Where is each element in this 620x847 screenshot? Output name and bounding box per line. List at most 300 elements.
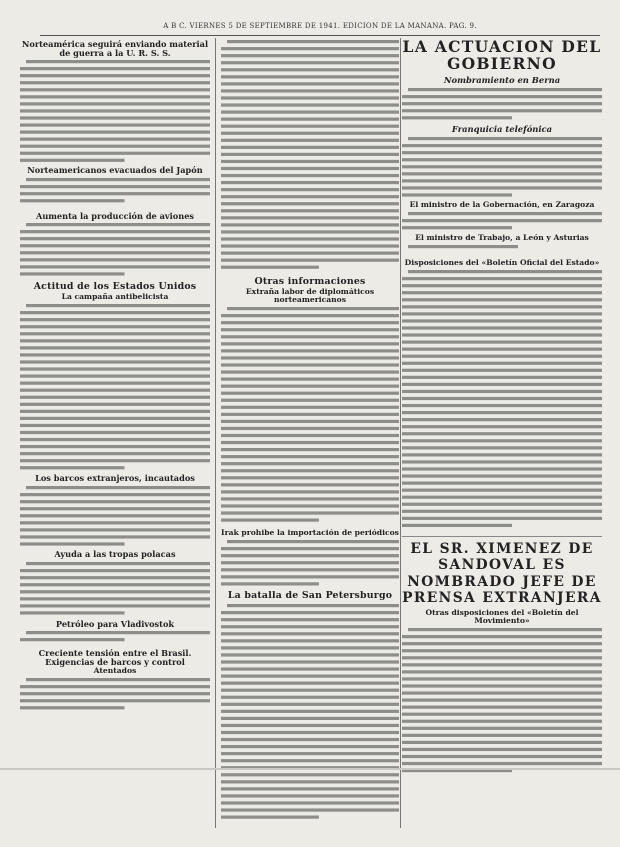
text-line xyxy=(20,88,210,91)
text-line xyxy=(402,361,602,364)
text-line xyxy=(20,124,210,127)
text-line xyxy=(20,597,210,600)
text-line xyxy=(20,706,125,709)
article-body xyxy=(20,302,210,472)
text-line xyxy=(402,481,602,484)
text-line xyxy=(402,698,602,701)
text-line xyxy=(402,165,602,168)
text-line xyxy=(402,670,602,673)
text-line xyxy=(221,561,399,564)
text-line xyxy=(20,583,210,586)
text-line xyxy=(221,724,399,727)
text-line xyxy=(221,188,399,191)
text-line xyxy=(402,277,602,280)
text-line xyxy=(221,815,319,818)
page-masthead: A B C. VIERNES 5 DE SEPTIEMBRE DE 1941. EDICION DE LA MAÑANA. PAG. 9. xyxy=(163,22,477,30)
text-line xyxy=(20,131,210,134)
text-line xyxy=(221,483,399,486)
text-line xyxy=(402,649,602,652)
text-line xyxy=(227,540,399,543)
text-line xyxy=(26,223,210,226)
text-line xyxy=(20,368,210,371)
article-body xyxy=(402,626,602,776)
text-line xyxy=(402,453,602,456)
text-line xyxy=(221,47,399,50)
text-line xyxy=(402,158,602,161)
text-line xyxy=(221,181,399,184)
text-lines xyxy=(221,38,399,274)
text-line xyxy=(221,582,319,585)
text-line xyxy=(402,326,602,329)
text-line xyxy=(20,528,210,531)
text-line xyxy=(221,209,399,212)
text-line xyxy=(221,391,399,394)
text-line xyxy=(20,199,125,202)
text-line xyxy=(20,238,210,241)
text-lines xyxy=(20,176,210,210)
text-line xyxy=(402,186,602,189)
headline: EL SR. XIMENEZ DE SANDOVAL ES NOMBRADO JEFE DE PRENSA EXTRANJERA xyxy=(402,540,602,607)
subheadline: Extraña labor de diplomáticos norteamericanos xyxy=(245,286,375,304)
text-line xyxy=(221,266,319,269)
text-line xyxy=(20,389,210,392)
text-line xyxy=(408,212,602,215)
text-line xyxy=(26,178,210,181)
text-lines xyxy=(402,626,602,776)
text-line xyxy=(221,646,399,649)
text-line xyxy=(221,68,399,71)
text-line xyxy=(227,604,399,607)
text-line xyxy=(402,179,602,182)
article-body xyxy=(221,38,399,274)
text-line xyxy=(402,193,512,196)
text-line xyxy=(20,245,210,248)
text-line xyxy=(221,61,399,64)
text-line xyxy=(221,497,399,500)
text-line xyxy=(402,347,602,350)
text-line xyxy=(221,511,399,514)
text-line xyxy=(221,441,399,444)
text-line xyxy=(402,95,602,98)
text-line xyxy=(221,328,399,331)
text-line xyxy=(221,406,399,409)
headline: Aumenta la producción de aviones xyxy=(35,210,195,221)
text-line xyxy=(402,748,602,751)
text-line xyxy=(20,424,210,427)
text-line xyxy=(221,434,399,437)
text-line xyxy=(221,223,399,226)
text-line xyxy=(227,307,399,310)
text-line xyxy=(221,237,399,240)
text-line xyxy=(20,576,210,579)
text-line xyxy=(221,321,399,324)
text-line xyxy=(221,244,399,247)
article-body xyxy=(20,484,210,548)
text-line xyxy=(221,125,399,128)
text-line xyxy=(221,89,399,92)
text-line xyxy=(402,677,602,680)
text-line xyxy=(221,738,399,741)
text-line xyxy=(221,462,399,465)
text-line xyxy=(221,455,399,458)
subheadline: Otras disposiciones del «Boletín del Movimiento» xyxy=(425,607,579,625)
text-line xyxy=(221,349,399,352)
text-line xyxy=(221,420,399,423)
text-line xyxy=(402,684,602,687)
text-line xyxy=(221,674,399,677)
text-line xyxy=(221,363,399,366)
masthead-rule xyxy=(40,35,600,36)
text-line xyxy=(221,702,399,705)
text-line xyxy=(20,340,210,343)
text-line xyxy=(20,74,210,77)
text-line xyxy=(20,403,210,406)
text-line xyxy=(408,88,602,91)
text-line xyxy=(221,252,399,255)
text-line xyxy=(26,60,210,63)
text-line xyxy=(408,628,602,631)
headline: Los barcos extranjeros, incautados xyxy=(35,473,195,484)
text-line xyxy=(402,116,512,119)
text-line xyxy=(221,174,399,177)
text-line xyxy=(20,396,210,399)
text-line xyxy=(221,356,399,359)
text-line xyxy=(20,311,210,314)
text-line xyxy=(221,504,399,507)
text-line xyxy=(402,642,602,645)
text-line xyxy=(221,731,399,734)
text-line xyxy=(20,459,210,462)
headline: LA ACTUACION DEL GOBIERNO xyxy=(402,38,602,74)
text-line xyxy=(20,192,210,195)
article-body xyxy=(20,58,210,164)
text-line xyxy=(221,216,399,219)
text-line xyxy=(402,762,602,765)
text-line xyxy=(402,432,602,435)
article-body xyxy=(402,243,602,257)
text-line xyxy=(20,382,210,385)
text-line xyxy=(221,230,399,233)
text-line xyxy=(221,314,399,317)
text-line xyxy=(402,411,602,414)
headline: Disposiciones del «Boletín Oficial del Estado» xyxy=(404,257,600,267)
text-lines xyxy=(402,268,602,534)
text-line xyxy=(402,418,602,421)
text-line xyxy=(402,712,602,715)
text-lines xyxy=(20,629,210,647)
column-left xyxy=(20,38,210,718)
text-line xyxy=(20,361,210,364)
text-line xyxy=(20,159,125,162)
text-line xyxy=(221,398,399,401)
text-line xyxy=(26,631,210,634)
text-lines xyxy=(20,484,210,548)
text-line xyxy=(221,370,399,373)
text-line xyxy=(20,410,210,413)
text-line xyxy=(221,195,399,198)
text-line xyxy=(221,75,399,78)
column-divider xyxy=(400,38,401,828)
text-line xyxy=(26,486,210,489)
text-line xyxy=(20,95,210,98)
text-line xyxy=(20,332,210,335)
text-line xyxy=(402,656,602,659)
text-line xyxy=(221,688,399,691)
text-line xyxy=(20,638,125,641)
subheadline: Nombramiento en Berna xyxy=(443,74,561,85)
text-line xyxy=(20,103,210,106)
text-line xyxy=(20,273,125,276)
text-line xyxy=(20,145,210,148)
headline: Creciente tensión entre el Brasil. Exigencias de barcos y control xyxy=(38,648,192,667)
text-line xyxy=(402,333,602,336)
text-line xyxy=(20,569,210,572)
text-line xyxy=(221,259,399,262)
text-line xyxy=(221,146,399,149)
text-line xyxy=(20,138,210,141)
text-line xyxy=(402,102,602,105)
subheadline: La campaña antibelicista xyxy=(61,292,169,302)
text-line xyxy=(26,562,210,565)
text-line xyxy=(20,507,210,510)
column-divider xyxy=(215,38,216,828)
text-line xyxy=(402,397,602,400)
text-line xyxy=(221,808,399,811)
text-line xyxy=(221,111,399,114)
column-middle xyxy=(221,38,399,824)
text-line xyxy=(221,167,399,170)
text-line xyxy=(221,660,399,663)
text-line xyxy=(221,547,399,550)
text-line xyxy=(26,678,210,681)
text-line xyxy=(20,493,210,496)
text-line xyxy=(221,103,399,106)
text-line xyxy=(20,185,210,188)
text-line xyxy=(402,340,602,343)
text-line xyxy=(408,137,602,140)
headline: El ministro de la Gobernación, en Zaragoza xyxy=(409,199,595,209)
article-body xyxy=(20,221,210,279)
text-line xyxy=(20,431,210,434)
fold-crease xyxy=(0,768,620,770)
text-line xyxy=(20,611,125,614)
headline: Ayuda a las tropas polacas xyxy=(54,548,176,559)
text-line xyxy=(402,495,602,498)
text-line xyxy=(221,794,399,797)
text-lines xyxy=(402,86,602,122)
text-line xyxy=(221,639,399,642)
text-line xyxy=(408,245,518,248)
text-line xyxy=(402,291,602,294)
text-line xyxy=(221,575,399,578)
text-line xyxy=(402,404,602,407)
text-line xyxy=(221,632,399,635)
text-line xyxy=(402,446,602,449)
article-body xyxy=(20,176,210,210)
article-body xyxy=(221,538,399,588)
text-line xyxy=(221,681,399,684)
text-line xyxy=(221,518,319,521)
text-line xyxy=(402,312,602,315)
text-line xyxy=(221,139,399,142)
text-lines xyxy=(221,305,399,527)
text-line xyxy=(20,67,210,70)
text-line xyxy=(221,427,399,430)
text-line xyxy=(221,469,399,472)
text-line xyxy=(20,514,210,517)
text-lines xyxy=(20,221,210,279)
text-line xyxy=(221,716,399,719)
article-body xyxy=(20,629,210,647)
headline: Otras informaciones xyxy=(254,276,366,287)
headline: La batalla de San Petersburgo xyxy=(227,589,393,601)
text-line xyxy=(402,755,602,758)
text-line xyxy=(402,284,602,287)
text-line xyxy=(402,319,602,322)
text-line xyxy=(221,709,399,712)
text-lines xyxy=(402,243,602,257)
text-line xyxy=(221,153,399,156)
text-line xyxy=(402,726,602,729)
text-line xyxy=(402,226,512,229)
text-line xyxy=(221,413,399,416)
text-line xyxy=(221,759,399,762)
text-line xyxy=(20,542,125,545)
text-line xyxy=(20,452,210,455)
text-line xyxy=(20,500,210,503)
subheadline: Atentados xyxy=(93,666,137,676)
text-line xyxy=(20,252,210,255)
text-line xyxy=(402,151,602,154)
article-body xyxy=(402,210,602,232)
text-line xyxy=(221,695,399,698)
text-line xyxy=(221,118,399,121)
text-line xyxy=(402,172,602,175)
text-line xyxy=(221,384,399,387)
article-body xyxy=(20,560,210,618)
text-line xyxy=(402,460,602,463)
text-line xyxy=(402,354,602,357)
text-line xyxy=(402,691,602,694)
text-line xyxy=(402,375,602,378)
text-line xyxy=(402,502,602,505)
text-line xyxy=(20,81,210,84)
text-line xyxy=(20,110,210,113)
text-line xyxy=(20,354,210,357)
text-line xyxy=(221,202,399,205)
text-lines xyxy=(402,210,602,232)
text-line xyxy=(20,438,210,441)
text-line xyxy=(221,82,399,85)
column-right xyxy=(402,38,602,778)
text-line xyxy=(402,144,602,147)
section-rule xyxy=(402,536,602,537)
text-line xyxy=(221,54,399,57)
article-body xyxy=(20,676,210,716)
headline: Franquicia telefónica xyxy=(451,123,553,134)
text-line xyxy=(20,590,210,593)
text-line xyxy=(221,618,399,621)
text-line xyxy=(221,96,399,99)
text-line xyxy=(20,685,210,688)
text-line xyxy=(221,342,399,345)
text-line xyxy=(402,305,602,308)
text-line xyxy=(20,604,210,607)
text-line xyxy=(402,719,602,722)
text-line xyxy=(402,523,512,526)
text-line xyxy=(402,635,602,638)
text-line xyxy=(20,699,210,702)
text-line xyxy=(20,117,210,120)
article-body xyxy=(221,602,399,822)
headline: Petróleo para Vladivostok xyxy=(55,618,175,629)
text-line xyxy=(221,611,399,614)
text-line xyxy=(221,132,399,135)
text-line xyxy=(26,304,210,307)
text-line xyxy=(20,266,210,269)
text-line xyxy=(402,425,602,428)
text-line xyxy=(402,663,602,666)
text-line xyxy=(221,448,399,451)
text-line xyxy=(221,160,399,163)
article-body xyxy=(221,305,399,527)
text-line xyxy=(221,780,399,783)
text-line xyxy=(20,535,210,538)
text-line xyxy=(402,439,602,442)
text-line xyxy=(221,667,399,670)
text-line xyxy=(221,752,399,755)
text-line xyxy=(221,773,399,776)
text-line xyxy=(20,521,210,524)
text-line xyxy=(402,389,602,392)
text-line xyxy=(408,270,602,273)
text-line xyxy=(20,466,125,469)
text-line xyxy=(402,368,602,371)
text-line xyxy=(221,801,399,804)
text-line xyxy=(402,467,602,470)
headline: Actitud de los Estados Unidos xyxy=(33,281,197,293)
text-line xyxy=(221,568,399,571)
article-body xyxy=(402,268,602,534)
text-line xyxy=(402,382,602,385)
text-line xyxy=(402,109,602,112)
text-line xyxy=(20,259,210,262)
text-line xyxy=(402,741,602,744)
text-line xyxy=(221,377,399,380)
text-line xyxy=(221,335,399,338)
article-body xyxy=(402,135,602,199)
text-line xyxy=(20,318,210,321)
text-line xyxy=(20,375,210,378)
article-body xyxy=(402,86,602,122)
headline: El ministro de Trabajo, a León y Asturias xyxy=(415,232,589,242)
text-line xyxy=(20,445,210,448)
text-line xyxy=(221,625,399,628)
text-lines xyxy=(402,135,602,199)
headline: Norteamericanos evacuados del Japón xyxy=(27,165,203,176)
text-line xyxy=(221,745,399,748)
text-lines xyxy=(20,302,210,472)
text-lines xyxy=(221,602,399,822)
text-line xyxy=(402,516,602,519)
headline: Norteamérica seguirá enviando material de guerra a la U. R. S. S. xyxy=(21,39,209,58)
text-line xyxy=(221,554,399,557)
text-line xyxy=(402,298,602,301)
text-line xyxy=(402,509,602,512)
text-line xyxy=(20,152,210,155)
text-lines xyxy=(221,538,399,588)
text-line xyxy=(402,474,602,477)
